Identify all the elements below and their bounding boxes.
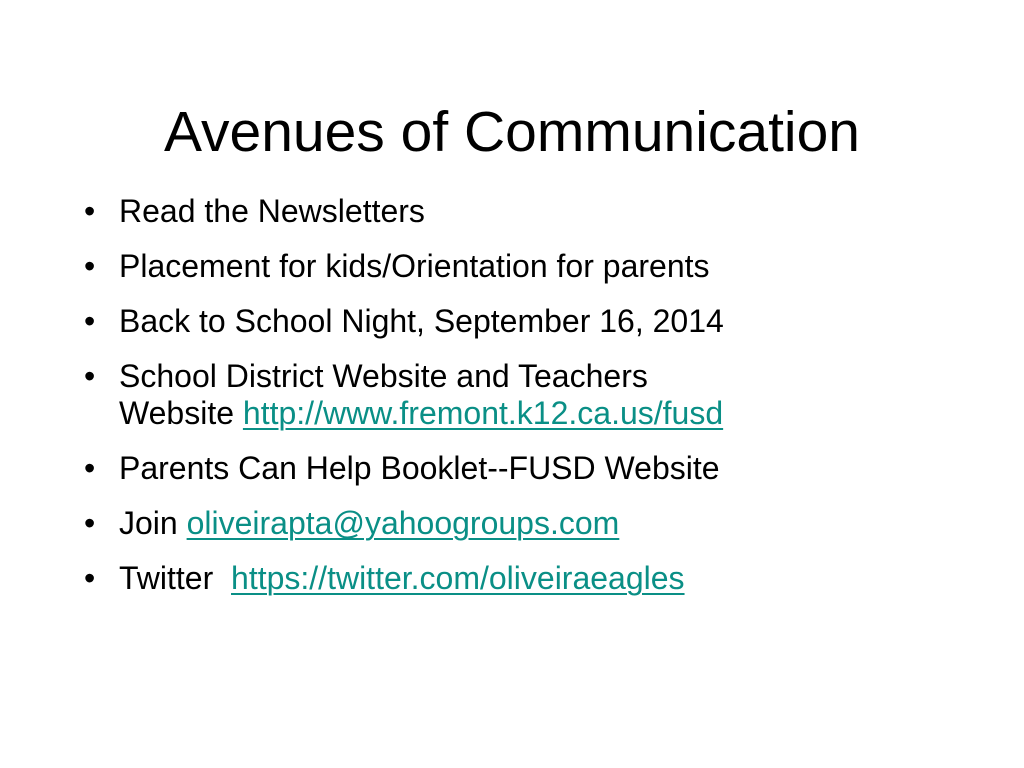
list-item <box>84 303 964 340</box>
bullet-icon: • <box>84 450 96 486</box>
bullet-text: School District Website and Teachers <box>119 358 648 394</box>
bullet-icon: • <box>84 303 96 339</box>
list-item <box>84 358 964 432</box>
list-item <box>84 450 964 487</box>
bullet-icon: • <box>84 505 96 541</box>
bullet-line-2 <box>119 395 964 432</box>
bullet-text: Parents Can Help Booklet--FUSD Website <box>119 450 720 486</box>
bullet-icon: • <box>84 358 96 394</box>
bullet-icon: • <box>84 248 96 284</box>
twitter-link[interactable]: https://twitter.com/oliveiraeagles <box>231 560 685 596</box>
bullet-icon: • <box>84 560 96 596</box>
fusd-website-link[interactable]: http://www.fremont.k12.ca.us/fusd <box>242 395 724 431</box>
bullet-icon: • <box>84 193 96 229</box>
email-link[interactable]: oliveirapta@yahoogroups.com <box>186 505 620 541</box>
slide-title: Avenues of Communication <box>164 100 860 164</box>
bullet-list <box>84 193 964 615</box>
bullet-text: Join <box>119 505 187 541</box>
bullet-text: Twitter <box>119 560 232 596</box>
bullet-text: Back to School Night, September 16, 2014 <box>119 303 724 339</box>
list-item <box>84 505 964 542</box>
bullet-text: Read the Newsletters <box>119 193 425 229</box>
bullet-text: Placement for kids/Orientation for parents <box>119 248 710 284</box>
list-item <box>84 193 964 230</box>
list-item <box>84 560 964 597</box>
bullet-text: Website <box>119 395 243 431</box>
list-item <box>84 248 964 285</box>
